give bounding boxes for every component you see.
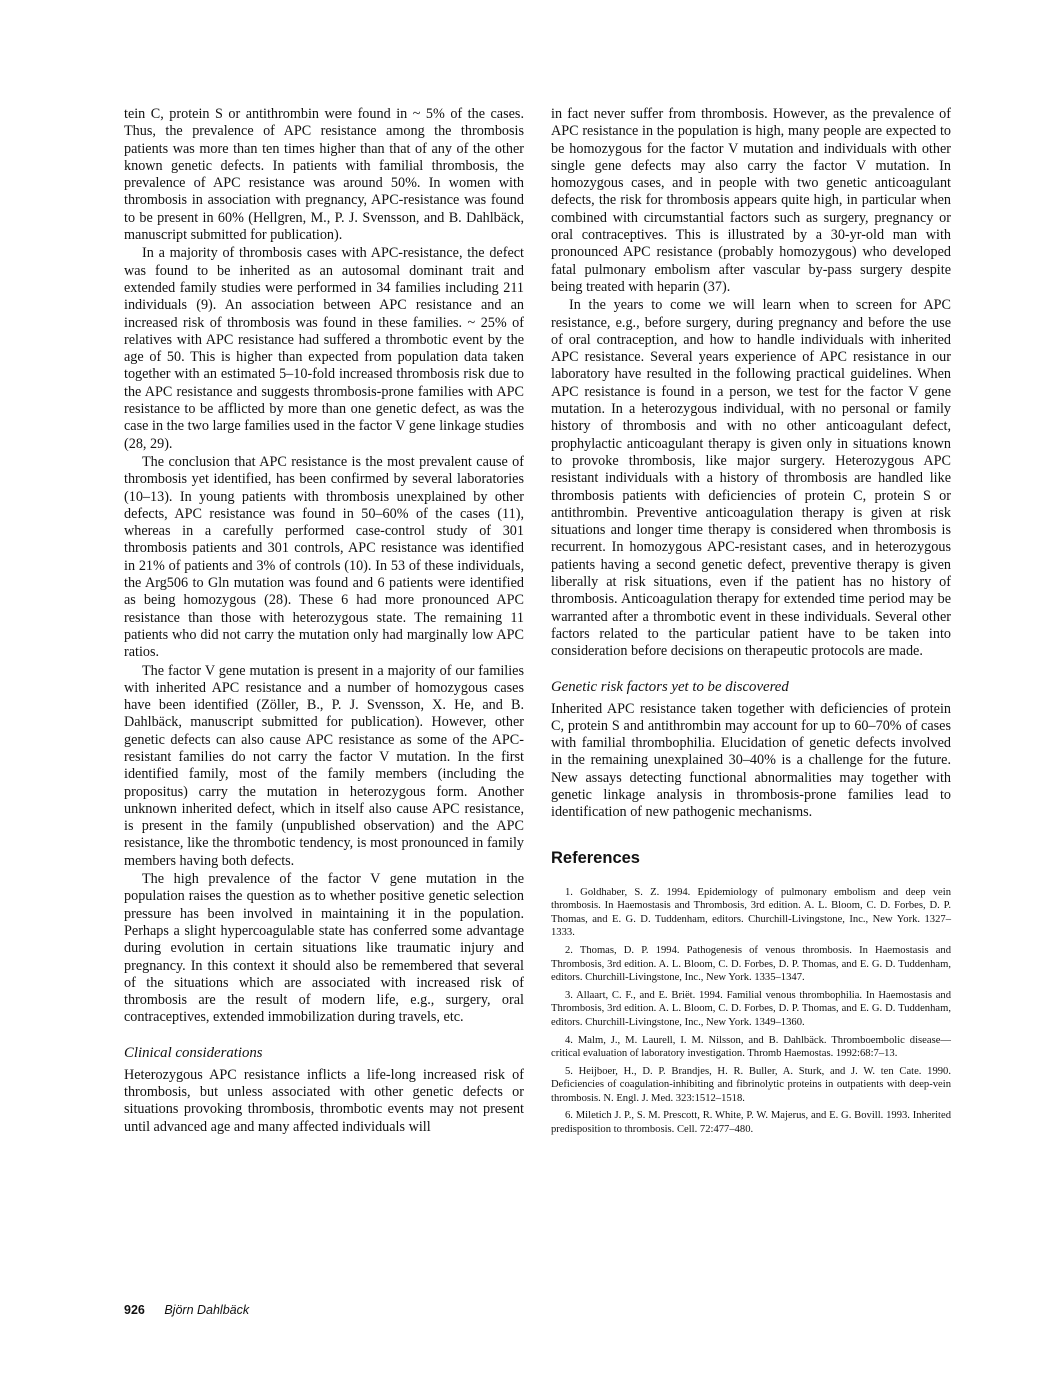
reference-item: 3. Allaart, C. F., and E. Briët. 1994. Familial venous thrombophilia. In Haemostasis and Thrombosis, 3rd edition. A. L. Bloom, C. D. Forbes, D. P. Thomas, and E. G. D. Tuddenham, editors. Churchill-Livingstone, Inc., New York. 1349–1360.	[551, 989, 951, 1028]
paragraph: Inherited APC resistance taken together with deficiencies of protein C, protein S and antithrombin may account for up to 60–70% of cases with familial thrombophilia. Elucidation of genetic defects involved in the remaining unexplained 30–40% is a challenge for the future. New assays detecting functional abnormalities may together with genetic linkage analysis in thrombosis-prone families lead to identification of new pathogenic mechanisms.	[551, 700, 951, 821]
references-heading: References	[551, 848, 640, 867]
reference-item: 4. Malm, J., M. Laurell, I. M. Nilsson, and B. Dahlbäck. Thromboembolic disease—critical evaluation of laboratory investigation. Thromb Haemostas. 1992:68:7–13.	[551, 1034, 951, 1060]
left-column	[124, 106, 524, 1137]
section-heading-clinical-considerations: Clinical considerations	[124, 1044, 263, 1061]
page-number: 926	[124, 1303, 145, 1317]
paragraph: The conclusion that APC resistance is the most prevalent cause of thrombosis yet identified, has been confirmed by several laboratories (10–13). In young patients with thrombosis unexplained by other defects, APC resistance was found in 50–60% of the cases (11), whereas in a carefully performed case-control study of 301 thrombosis patients and 301 controls, APC resistance was identified in 21% of patients and 3% of controls (10). In 53 of these individuals, the Arg506 to Gln mutation was found and 6 patients were identified as being homozygous (28). These 6 had more pronounced APC resistance than those with heterozygous state. The remaining 11 patients who did not carry the mutation only had marginally low APC ratios.	[124, 453, 524, 661]
paragraph: The factor V gene mutation is present in a majority of our families with inherited APC resistance and a number of homozygous cases have been identified (Zöller, B., P. J. Svensson, X. He, and B. Dahlbäck, manuscript submitted for publication). However, other genetic defects can also cause APC resistance as some of the APC-resistant families do not carry the factor V mutation. In the first identified family, most of the family members (including the propositus) carry the mutation in heterozygous form. Another unknown inherited defect, which in itself also cause APC resistance, is present in the family (unpublished observation) and the APC resistance, like the thrombotic tendency, is most pronounced in family members having both defects.	[124, 662, 524, 869]
reference-item: 6. Miletich J. P., S. M. Prescott, R. White, P. W. Majerus, and E. G. Bovill. 1993. Inherited predisposition to thrombosis. Cell. 72:477–480.	[551, 1110, 951, 1136]
paragraph: in fact never suffer from thrombosis. However, as the prevalence of APC resistance in the population is high, many people are expected to be homozygous for the factor V mutation and individuals with other single gene defects may also carry the factor V mutation. In homozygous cases, and in people with two genetic anticoagulant defects, the risk for thrombosis appears quite high, in particular when combined with circumstantial factors such as surgery, pregnancy or oral contraceptives. This is illustrated by a 30-yr-old man with pronounced APC resistance (probably homozygous) who developed fatal pulmonary embolism after vascular by-pass surgery despite being treated with heparin (37).	[551, 106, 951, 295]
reference-item: 2. Thomas, D. P. 1994. Pathogenesis of venous thrombosis. In Haemostasis and Thrombosis, 3rd edition. A. L. Bloom, C. D. Forbes, D. P. Thomas, and E. G. D. Tuddenham, editors. Churchill-Livingstone, Inc., New York. 1335–1347.	[551, 944, 951, 984]
running-author: Björn Dahlbäck	[164, 1303, 250, 1317]
right-column	[551, 106, 951, 1141]
section-heading-genetic-risk-factors: Genetic risk factors yet to be discovered	[551, 678, 789, 695]
reference-list	[551, 886, 951, 1137]
paragraph: In a majority of thrombosis cases with APC-resistance, the defect was found to be inherited as an autosomal dominant trait and extended family studies were performed in 34 families including 211 individuals (9). An association between APC resistance and an increased risk of thrombosis was found in these families. ~ 25% of relatives with APC resistance had suffered a thrombotic event by the age of 50. This is higher than expected from population data taken together with an estimated 5–10-fold increased thrombosis risk due to the APC resistance and suggests thrombosis-prone families with APC resistance to be afflicted by more than one genetic defect, as was the case in the two large families used in the factor V gene linkage studies (28, 29).	[124, 245, 524, 452]
paragraph: Heterozygous APC resistance inflicts a life-long increased risk of thrombosis, but unless associated with other genetic defects or situations provoking thrombosis, thrombotic events may not present until advanced age and many affected individuals will	[124, 1066, 524, 1135]
paragraph: In the years to come we will learn when to screen for APC resistance, e.g., before surgery, during pregnancy and before the use of oral contraception, and how to handle individuals with inherited APC resistance. Several years experience of APC resistance in our laboratory have resulted in the following practical guidelines. When APC resistance is found in a person, we test for the factor V gene mutation. In a heterozygous individual, with no personal or family history of thrombosis and with no other anticoagulant defect, prophylactic anticoagulant therapy is given only in situations known to provoke thrombosis, like major surgery. Heterozygous APC resistant individuals with a history of thrombosis are handled like thrombosis patients with deficiencies of protein C, protein S or antithrombin. Preventive anticoagulation therapy is given at risk situations and longer time therapy is considered when thrombosis is recurrent. In homozygous APC-resistant cases, and in heterozygous patients having a second genetic defect, preventive therapy is given liberally at risk situations, even if the patient has no history of thrombosis. Anticoagulation therapy for extended time period may be warranted after a thrombotic event in these individuals. Several other factors related to the particular patient have to be taken into consideration before decisions on therapeutic protocols are made.	[551, 297, 951, 660]
paragraph: The high prevalence of the factor V gene mutation in the population raises the question as to whether positive genetic selection pressure has been involved in maintaining it in the population. Perhaps a slight hypercoagulable state has conferred some advantage during evolution in certain situations like traumatic injury and pregnancy. In this context it should also be remembered that several of the situations which are associated with increased risk of thrombosis are the result of modern life, e.g., surgery, oral contraceptives, extended immobilization during travels, etc.	[124, 871, 524, 1026]
reference-item: 5. Heijboer, H., D. P. Brandjes, H. R. Buller, A. Sturk, and J. W. ten Cate. 1990. Deficiencies of coagulation-inhibiting and fibrinolytic proteins in outpatients with deep-vein thrombosis. N. Engl. J. Med. 323:1512–1518.	[551, 1065, 951, 1104]
page-footer	[124, 1303, 249, 1317]
reference-item: 1. Goldhaber, S. Z. 1994. Epidemiology of pulmonary embolism and deep vein thrombosis. In Haemostasis and Thrombosis, 3rd edition. A. L. Bloom, C. D. Forbes, D. P. Thomas, and E. G. D. Tuddenham, editors. Churchill-Livingstone, Inc., New York. 1327–1333.	[551, 886, 951, 939]
paragraph: tein C, protein S or antithrombin were found in ~ 5% of the cases. Thus, the prevalence of APC resistance among the thrombosis patients was more than ten times higher than that of any of the other known genetic defects. In patients with familial thrombosis, the prevalence of APC resistance was around 50%. In women with thrombosis in association with pregnancy, APC-resistance was found to be present in 60% (Hellgren, M., P. J. Svensson, and B. Dahlbäck, manuscript submitted for publication).	[124, 106, 524, 244]
